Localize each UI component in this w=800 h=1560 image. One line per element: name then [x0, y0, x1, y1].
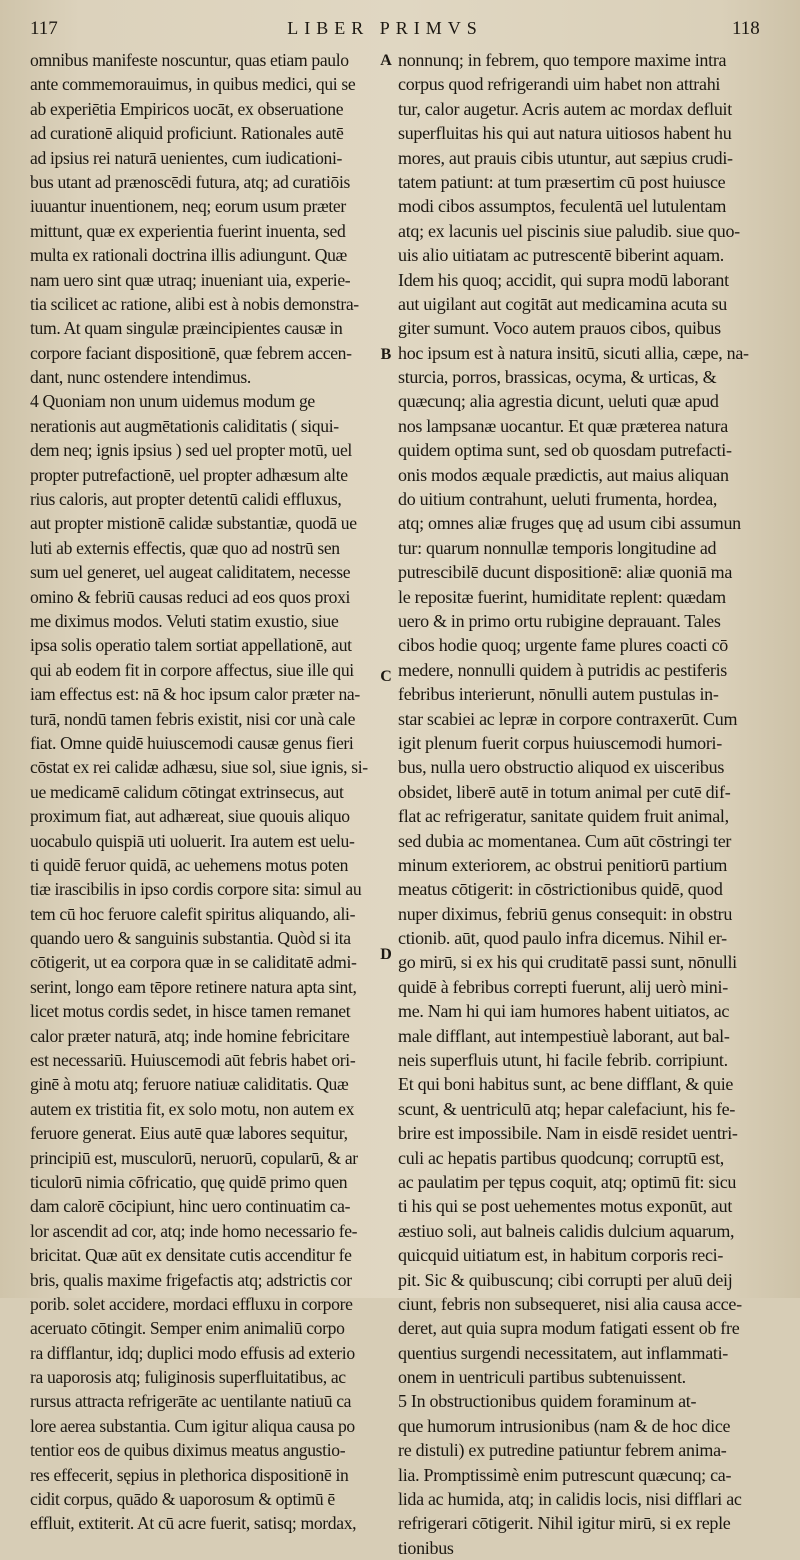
- text-line: tatem patiunt: at tum præsertim cū post huiusce: [398, 171, 726, 192]
- text-line: licet motus cordis sedet, in hisce tamen remanet: [30, 1001, 351, 1022]
- text-line: cidit corpus, quādo & uaporosum & optimū ē: [30, 1489, 335, 1510]
- text-line: onis modos æquale prædictis, aut maius aliquan: [398, 464, 729, 485]
- text-line: tur, calor augetur. Acris autem ac mordax defluit: [398, 98, 732, 119]
- text-line: ad ipsius rei naturā uenientes, cum iudicationi-: [30, 147, 343, 168]
- text-line: principiū est, musculorū, neruorū, copularū, & ar: [30, 1147, 358, 1168]
- text-line: Et qui boni habitus sunt, ac bene difflant, & quie: [398, 1074, 734, 1095]
- text-line: nos lampsanæ uocantur. Et quæ præterea natura: [398, 415, 728, 436]
- text-line: ginē à motu atq; feruore natiuæ caliditatis. Quæ: [30, 1074, 349, 1095]
- right-text-column: [398, 48, 770, 1560]
- text-line: deret, aut quia supra modum fatigati essent ob fre: [398, 1318, 740, 1339]
- text-line: flat ac refrigeratur, sanitate quidem fruit animal,: [398, 806, 729, 827]
- text-line: tionibus: [398, 1537, 454, 1558]
- text-line: nerationis aut augmētationis caliditatis ( siqui-: [30, 415, 339, 436]
- left-text-column: [30, 48, 374, 1536]
- text-line: ciunt, febris non subsequeret, nisi alia causa acce-: [398, 1293, 742, 1314]
- text-line: iuuantur inuentionem, neq; eorum usum præter: [30, 196, 346, 217]
- text-line: tum. At quam singulæ præincipientes causæ in: [30, 318, 343, 339]
- text-line: aut uigilant aut cogitāt aut medicamina acuta su: [398, 293, 727, 314]
- text-line: male difflant, aut intempestiuè laborant, aut bal-: [398, 1025, 730, 1046]
- text-line: obsidet, liberē autē in totum animal per cutē dif-: [398, 781, 731, 802]
- text-line: quando uero & sanguinis substantia. Quòd si ita: [30, 928, 351, 949]
- text-line: rursus attracta refrigerāte ac uentilante natiuū ca: [30, 1391, 352, 1412]
- text-line: ue medicamē calidum cōtingat extrinsecus, aut: [30, 781, 344, 802]
- text-line: æstiuo soli, aut balneis calidis dulcium aquarum,: [398, 1220, 735, 1241]
- text-line: tentior eos de quibus diximus meatus angustio-: [30, 1440, 346, 1461]
- text-line: ad curationē aliquid proficiunt. Rationales autē: [30, 123, 344, 144]
- text-line: ra uaporosis atq; fuliginosis superfluitatibus, ac: [30, 1367, 346, 1388]
- text-line: rius caloris, aut propter detentū calidi effluxus,: [30, 489, 342, 510]
- text-line: uero & in primo ortu rubigine deprauant. Tales: [398, 610, 721, 631]
- text-line: quicquid uitiatum est, in habitum corporis reci-: [398, 1245, 724, 1266]
- text-line: ab experiētia Empiricos uocāt, ex obseruatione: [30, 98, 344, 119]
- text-line: serint, longo eam tēpore retinere natura apta sint,: [30, 976, 357, 997]
- text-line: effluit, extiterit. At cū acre fuerit, satisq; mordax,: [30, 1513, 357, 1534]
- text-line: refrigerari cōtigerit. Nihil igitur mirū, si ex reple: [398, 1513, 731, 1534]
- text-line: nam uero sint quæ utraq; inueniant uia, experie-: [30, 269, 351, 290]
- margin-letter-d: D: [380, 946, 392, 963]
- text-line: dem neq; ignis ipsius ) sed uel propter motū, uel: [30, 440, 352, 461]
- text-line: igit plenum fuerit corpus huiuscemodi humori-: [398, 732, 722, 753]
- text-line: corpore faciant dispositionē, quæ febrem accen-: [30, 342, 352, 363]
- text-line: me diximus modos. Veluti statim exustio, siue: [30, 610, 339, 631]
- text-line: pit. Sic & quibuscunq; cibi corrupti per aluū deij: [398, 1269, 733, 1290]
- text-line: omino & febriū causas reduci ad eos quos proxi: [30, 586, 351, 607]
- text-line: ctionib. aūt, quod paulo infra dicemus. Nihil er-: [398, 928, 727, 949]
- text-line: mores, aut prauis cibis utuntur, aut sæpius crudi-: [398, 147, 733, 168]
- text-line: 5 In obstructionibus quidem foraminum at-: [398, 1391, 697, 1412]
- text-line: sum uel generet, uel augeat caliditatem, necesse: [30, 562, 351, 583]
- text-line: minum exteriorem, ac obstrui penitiorū partium: [398, 854, 728, 875]
- text-line: bus, nulla uero obstructio aliquod ex uisceribus: [398, 757, 725, 778]
- text-line: tem cū hoc feruore calefit spiritus aliquando, ali-: [30, 903, 356, 924]
- text-line: aut propter mistionē calidæ substantiæ, quodā ue: [30, 513, 357, 534]
- text-line: cōstat ex rei calidæ adhæsu, siue sol, siue ignis, si-: [30, 757, 368, 778]
- text-line: re distuli) ex putredine patiuntur febrem anima-: [398, 1440, 727, 1461]
- margin-letter-a: A: [380, 52, 392, 69]
- text-line: uis alio uitiatam ac putrescentē biberint aquam.: [398, 245, 724, 266]
- text-line: quentius surgendi necessitatem, aut inflammati-: [398, 1342, 728, 1363]
- text-line: do uitium contrahunt, ueluti frumenta, hordea,: [398, 489, 718, 510]
- text-line: lida ac humida, atq; in calidis locis, nisi difflari ac: [398, 1489, 742, 1510]
- text-line: tia scilicet ac ratione, alibi est à nobis demonstra-: [30, 293, 359, 314]
- text-line: onem in uentriculi partibus subtenuissent.: [398, 1367, 686, 1388]
- text-line: qui ab eodem fit in corpore affectus, siue ille qui: [30, 659, 354, 680]
- text-line: me. Nam hi qui iam humores habent uitiatos, ac: [398, 1001, 730, 1022]
- text-line: propter putrefactionē, uel propter adhæsum alte: [30, 464, 348, 485]
- text-line: culi ac hepatis partibus quodcunq; corruptū est,: [398, 1147, 725, 1168]
- text-line: atq; omnes aliæ fruges quę ad usum cibi assumun: [398, 513, 741, 534]
- text-line: superfluitas his qui aut natura uitiosos habent hu: [398, 123, 732, 144]
- text-line: modi cibos assumptos, feculentā uel lutulentam: [398, 196, 727, 217]
- text-line: giter sumunt. Voco autem prauos cibos, quibus: [398, 318, 721, 339]
- text-line: autem ex tristitia fit, ex solo motu, non autem ex: [30, 1098, 355, 1119]
- text-line: 4 Quoniam non unum uidemus modum ge: [30, 391, 315, 412]
- margin-letter-b: B: [380, 346, 392, 363]
- running-title: LIBER PRIMVS: [287, 18, 483, 38]
- text-line: proximum fiat, aut adhæreat, siue quouis aliquo: [30, 806, 350, 827]
- text-line: le repositæ fuerint, humiditate replent: quædam: [398, 586, 726, 607]
- text-line: meatus cōtigerit: in cōstrictionibus quidē, quod: [398, 879, 723, 900]
- text-line: ac paulatim per tępus coquit, atq; optimū fit: sicu: [398, 1171, 737, 1192]
- page-number-left: 117: [30, 18, 58, 39]
- page-header: [0, 0, 800, 44]
- text-line: est necessariū. Huiuscemodi aūt febris habet ori-: [30, 1050, 356, 1071]
- text-line: ra difflantur, idq; duplici modo effusis ad exterio: [30, 1342, 355, 1363]
- text-line: que humorum intrusionibus (nam & de hoc dice: [398, 1415, 731, 1436]
- text-line: iam effectus est: nā & hoc ipsum calor præter na-: [30, 684, 360, 705]
- text-line: corpus quod refrigerandi uim habet non attrahi: [398, 74, 721, 95]
- text-line: bricitat. Quæ aūt ex densitate cutis accenditur fe: [30, 1245, 352, 1266]
- text-line: uocabulo quispiā uti uoluerit. Ira autem est uelu-: [30, 830, 355, 851]
- text-line: Idem his quoq; accidit, qui supra modū laborant: [398, 269, 729, 290]
- text-line: quidem optima sunt, sed ob quosdam putrefacti-: [398, 440, 732, 461]
- text-line: aceruato cōtingit. Semper enim animaliū corpo: [30, 1318, 345, 1339]
- text-line: medere, nonnulli quidem à putridis ac pestiferis: [398, 659, 728, 680]
- text-line: sturcia, porros, brassicas, ocyma, & urticas, &: [398, 367, 717, 388]
- margin-letter-c: C: [380, 668, 392, 685]
- text-line: tiæ irascibilis in ipso cordis corpore sita: simul au: [30, 879, 362, 900]
- text-line: omnibus manifeste noscuntur, quas etiam paulo: [30, 50, 349, 70]
- text-line: ti quidē feruor quidā, ac uehemens motus poten: [30, 854, 349, 875]
- text-line: cōtigerit, ut ea corpora quæ in se caliditatē admi-: [30, 952, 357, 973]
- text-line: febribus interierunt, nōnulli autem pustulas in-: [398, 684, 719, 705]
- text-line: atq; ex lacunis uel piscinis siue paludib. siue quo-: [398, 220, 740, 241]
- text-line: luti ab externis effectis, quæ quo ad nostrū sen: [30, 537, 340, 558]
- text-line: ipsa solis operatio talem sortiat appellationē, aut: [30, 635, 352, 656]
- text-line: nonnunq; in febrem, quo tempore maxime intra: [398, 50, 727, 70]
- text-line: hoc ipsum est à natura insitū, sicuti allia, cæpe, na-: [398, 342, 749, 363]
- text-line: tur: quarum nonnullæ temporis longitudine ad: [398, 537, 717, 558]
- text-line: go mirū, si ex his qui cruditatē passi sunt, nōnulli: [398, 952, 737, 973]
- text-line: turā, nondū tamen febris existit, nisi cor unà cale: [30, 708, 356, 729]
- text-line: bris, qualis maxime frigefactis atq; adstrictis cor: [30, 1269, 352, 1290]
- text-line: dam calorē cōcipiunt, hinc uero continuatim ca-: [30, 1196, 351, 1217]
- text-line: neis superfluis utunt, hi facile febrib. corripiunt.: [398, 1050, 728, 1071]
- text-line: cibos hodie quoq; urgente fame plures coacti cō: [398, 635, 728, 656]
- text-line: quidē à febribus correpti fuerunt, alij uerò mini-: [398, 976, 728, 997]
- text-line: ante commemorauimus, in quibus medici, qui se: [30, 74, 356, 95]
- text-line: res effecerit, sępius in plethorica dispositionē in: [30, 1464, 349, 1485]
- text-line: sed dubia ac momentanea. Cum aūt cōstringi ter: [398, 830, 732, 851]
- text-line: bus utant ad prænoscēdi futura, atq; ad curatiōis: [30, 171, 350, 192]
- text-line: fiat. Omne quidē huiuscemodi causæ genus fieri: [30, 732, 354, 753]
- text-line: scunt, & uentriculū atq; hepar calefaciunt, his fe-: [398, 1098, 736, 1119]
- margin-gutter: [374, 0, 398, 1298]
- text-line: lor ascendit ad cor, atq; inde homo necessario fe-: [30, 1220, 358, 1241]
- text-line: quæcunq; alia agrestia dicunt, ueluti quæ apud: [398, 391, 719, 412]
- text-line: putrescibilē ducunt dispositionē: aliæ quoniā ma: [398, 562, 733, 583]
- text-line: star scabiei ac lepræ in corpore contraxerūt. Cum: [398, 708, 738, 729]
- text-line: calor præter naturā, atq; inde homine febricitare: [30, 1025, 350, 1046]
- text-line: ticulorū nimia cōfricatio, quę quidē primo quen: [30, 1171, 348, 1192]
- text-line: mittunt, quæ ex experientia fuerint inuenta, sed: [30, 220, 346, 241]
- text-line: dant, nunc ostendere intendimus.: [30, 367, 251, 388]
- text-line: feruore generat. Eius autē quæ labores sequitur,: [30, 1123, 348, 1144]
- text-line: porib. solet accidere, mordaci effluxu in corpore: [30, 1293, 353, 1314]
- text-line: nuper diximus, febriū genus consequit: in obstru: [398, 903, 733, 924]
- text-line: lia. Promptissimè enim putrescunt quæcunq; ca-: [398, 1464, 732, 1485]
- page-number-right: 118: [732, 18, 760, 39]
- text-line: multa ex rationali doctrina illis adiungunt. Quæ: [30, 245, 347, 266]
- text-line: brire est impossibile. Nam in eisdē residet uentri-: [398, 1123, 738, 1144]
- text-line: lore aerea substantia. Cum igitur aliqua causa po: [30, 1415, 355, 1436]
- text-line: ti his qui se post uehementes motus exponūt, aut: [398, 1196, 733, 1217]
